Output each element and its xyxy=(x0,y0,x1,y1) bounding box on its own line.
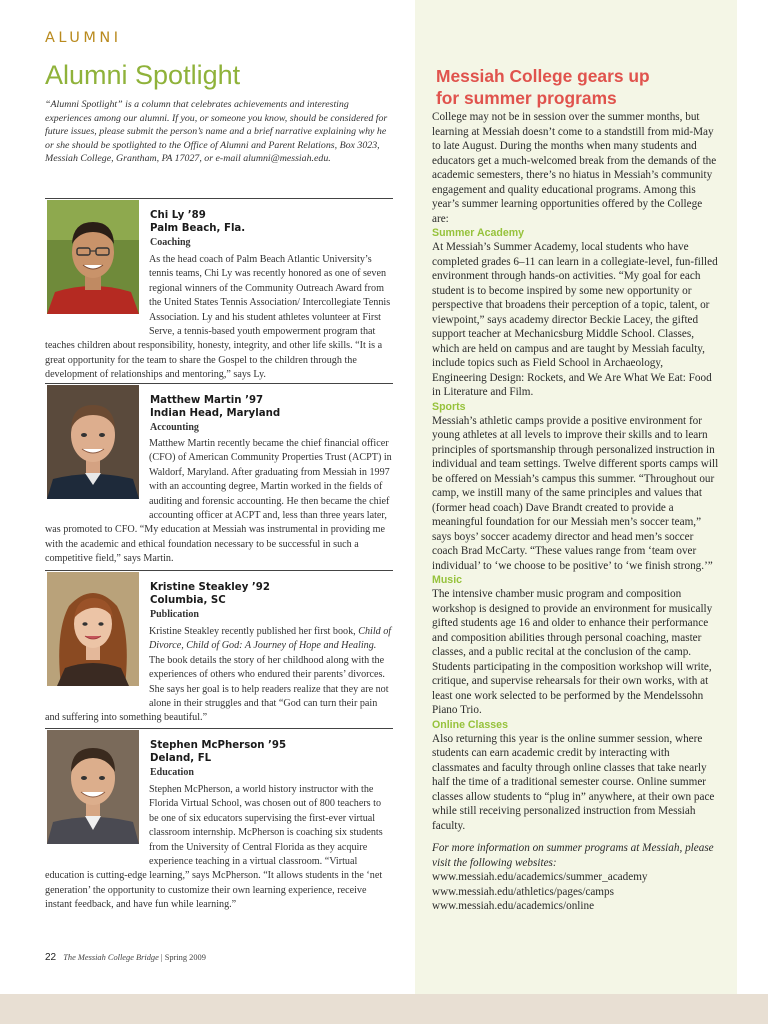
more-info-text: For more information on summer programs at Messiah, please visit the following websites: xyxy=(432,842,714,869)
profile-text: As the head coach of Palm Beach Atlantic University’s tennis teams, Chi Ly was recently honored as one of seven regional winners of the Community Outreach Award from the United States Tennis Association/ Intercollegiate Tennis Association. Ly and his student athletes volunteer at First Serve, a tennis-based youth empowerment program that teaches children about responsibility, honesty, integrity, and other life skills. “It is a great opportunity for the team to share the Gospel to the children through the development of relationships and mentoring,” says Ly. xyxy=(45,254,391,381)
url-online[interactable]: www.messiah.edu/academics/online xyxy=(432,900,595,912)
article-title xyxy=(436,65,650,109)
profile-body xyxy=(45,253,393,383)
profile-category: Coaching xyxy=(150,237,191,248)
profile-body xyxy=(45,625,393,726)
article-title-line2: for summer programs xyxy=(436,88,617,108)
section-label: ALUMNI xyxy=(45,30,122,46)
url-summer-academy[interactable]: www.messiah.edu/academics/summer_academy xyxy=(432,871,648,883)
profile-name: Matthew Martin ’97 xyxy=(150,395,264,406)
profile-name: Chi Ly ’89 xyxy=(150,210,206,221)
subhead-music: Music xyxy=(432,574,463,586)
profile-category: Education xyxy=(150,767,194,778)
section-text-summer-academy: At Messiah’s Summer Academy, local students who have completed grades 6–11 can learn in a collegiate-level, fun-filled environment through hands-on activities. “My goal for each student is to become inspired by some new opportunity or perspective that broadens their perception of a topic, talent, or viewpoint,” says academy director Beckie Lacey, the gifted support teacher at Mechanicsburg Middle School. Classes, which are held on campus and are taught by Messiah faculty, include topics such as Field School in Archaeology, Engineering Design: Rockets, and We Are What We Eat: Food in Literature and Film. xyxy=(432,241,718,398)
profile-location: Palm Beach, Fla. xyxy=(150,223,246,234)
profile-location: Indian Head, Maryland xyxy=(150,408,281,419)
subhead-sports: Sports xyxy=(432,400,466,413)
footer-separator: | xyxy=(160,953,163,962)
profile-body xyxy=(45,783,393,913)
profile-category: Publication xyxy=(150,609,199,620)
subhead-summer-academy: Summer Academy xyxy=(432,227,525,239)
article-title-line1: Messiah College gears up xyxy=(436,66,650,86)
profile-divider xyxy=(45,383,393,384)
article-intro: College may not be in session over the summer months, but learning at Messiah doesn’t come to a standstill from mid-May to late August. During the months when many students and educators get a much-welcomed break from the demands of the academic semesters, there’s no hiatus in Messiah’s community engagement and quality educational programs. Among this year’s summer learning opportunities offered by the College are: xyxy=(432,111,717,225)
section-text-online-classes: Also returning this year is the online summer session, where students can earn academic credit by interacting with classmates and faculty through online classes that take nearly half the time of a traditional semester course. Online summer classes allow students to “plug in” anywhere, at their own pace while still receiving personalized instruction from Messiah faculty. xyxy=(432,732,715,832)
page-footer xyxy=(45,952,206,963)
spotlight-title: Alumni Spotlight xyxy=(45,60,241,90)
page-number: 22 xyxy=(45,952,57,963)
profile-divider xyxy=(45,728,393,729)
subhead-online-classes: Online Classes xyxy=(432,718,508,731)
profile-body xyxy=(45,437,393,567)
section-text-music: The intensive chamber music program and composition workshop is designed to provide an environment for musically gifted students age 16 and older to enhance their performance and composition abilities through personal coaching, master classes, and a public recital at the conclusion of the camp. Students participating in the composition workshop will write, critique, and supervise rehearsals for their own works, with at least one work selected to be performed by the Mendelssohn Piano Trio. xyxy=(432,588,713,716)
article-body xyxy=(432,110,720,914)
page-margin xyxy=(737,0,768,994)
book-title: Child of Divorce, Child of God: A Journey of Hope and Healing. xyxy=(149,626,392,652)
profile-text: Stephen McPherson, a world history instructor with the Florida Virtual School, was chosen out of 800 teachers to be one of six educators supervising the first-ever virtual classroom internship. McPherson is coaching six students from the University of Central Florida as they acquire experience teaching in a virtual classroom. “Virtual education is cutting-edge learning,” says McPherson. “It allows students in the ‘net generation’ the opportunity to customize their own learning experience, receive instant feedback, and have fun while learning.” xyxy=(45,784,383,911)
profile-divider xyxy=(45,198,393,199)
publication-name: The Messiah College Bridge xyxy=(63,953,159,962)
spotlight-intro: “Alumni Spotlight” is a column that celebrates achievements and interesting experiences among our alumni. If you, or someone you know, should be considered for future issues, please submit the person’s name and a brief narrative explaining why he or she should be spotlighted to the Office of Alumni and Parent Relations, Box 3023, Messiah College, Grantham, PA 17027, or e-mail alumni@messiah.edu. xyxy=(45,99,388,164)
profile-name: Stephen McPherson ’95 xyxy=(150,740,287,751)
url-list xyxy=(432,870,720,914)
section-text-sports: Messiah’s athletic camps provide a positive environment for young athletes at all levels to improve their skills and to learn principles of sportsmanship through personalized instruction in individual and team settings. Twelve different sports camps will be offered on Messiah’s campus this summer. “Throughout our camp, we instill many of the same principles and values that (former head coach) Dave Brandt created to provide a meaningful foundation for our Messiah men’s soccer team,” says boys’ soccer academy director and head men’s soccer coach Brad McCarty. “These values range from ‘team over individual’ to ‘we choose to be positive’ to ‘we finish strong.’” xyxy=(432,414,719,572)
page-bottom-edge xyxy=(0,994,768,1024)
issue-date: Spring 2009 xyxy=(164,953,206,962)
profile-text-intro: Kristine Steakley recently published her first book, xyxy=(149,626,359,637)
profile-location: Columbia, SC xyxy=(150,595,226,606)
profile-location: Deland, FL xyxy=(150,753,212,764)
profile-text: Matthew Martin recently became the chief financial officer (CFO) of American Community Properties Trust (ACPT) in Waldorf, Maryland. After graduating from Messiah in 1997 with an accounting degree, Martin worked in the fields of auditing and forensic accounting. He then became the chief accounting officer at ACPT and, less than three years later, was promoted to CFO. “My education at Messiah was instrumental in providing me with the academic and ethical foundation necessary to be successful in such a competitive field,” says Martin. xyxy=(45,438,392,565)
profile-name: Kristine Steakley ’92 xyxy=(150,582,270,593)
url-athletics-camps[interactable]: www.messiah.edu/athletics/pages/camps xyxy=(432,885,614,898)
profile-divider xyxy=(45,570,393,571)
profile-category: Accounting xyxy=(150,422,199,433)
profile-text-rest: The book details the story of her childhood along with the experiences of others who endured their parents’ divorces. She says her goal is to help readers realize that they are not alone in their struggles and that “God can turn their pain and suffering into something beautiful.” xyxy=(45,654,389,724)
